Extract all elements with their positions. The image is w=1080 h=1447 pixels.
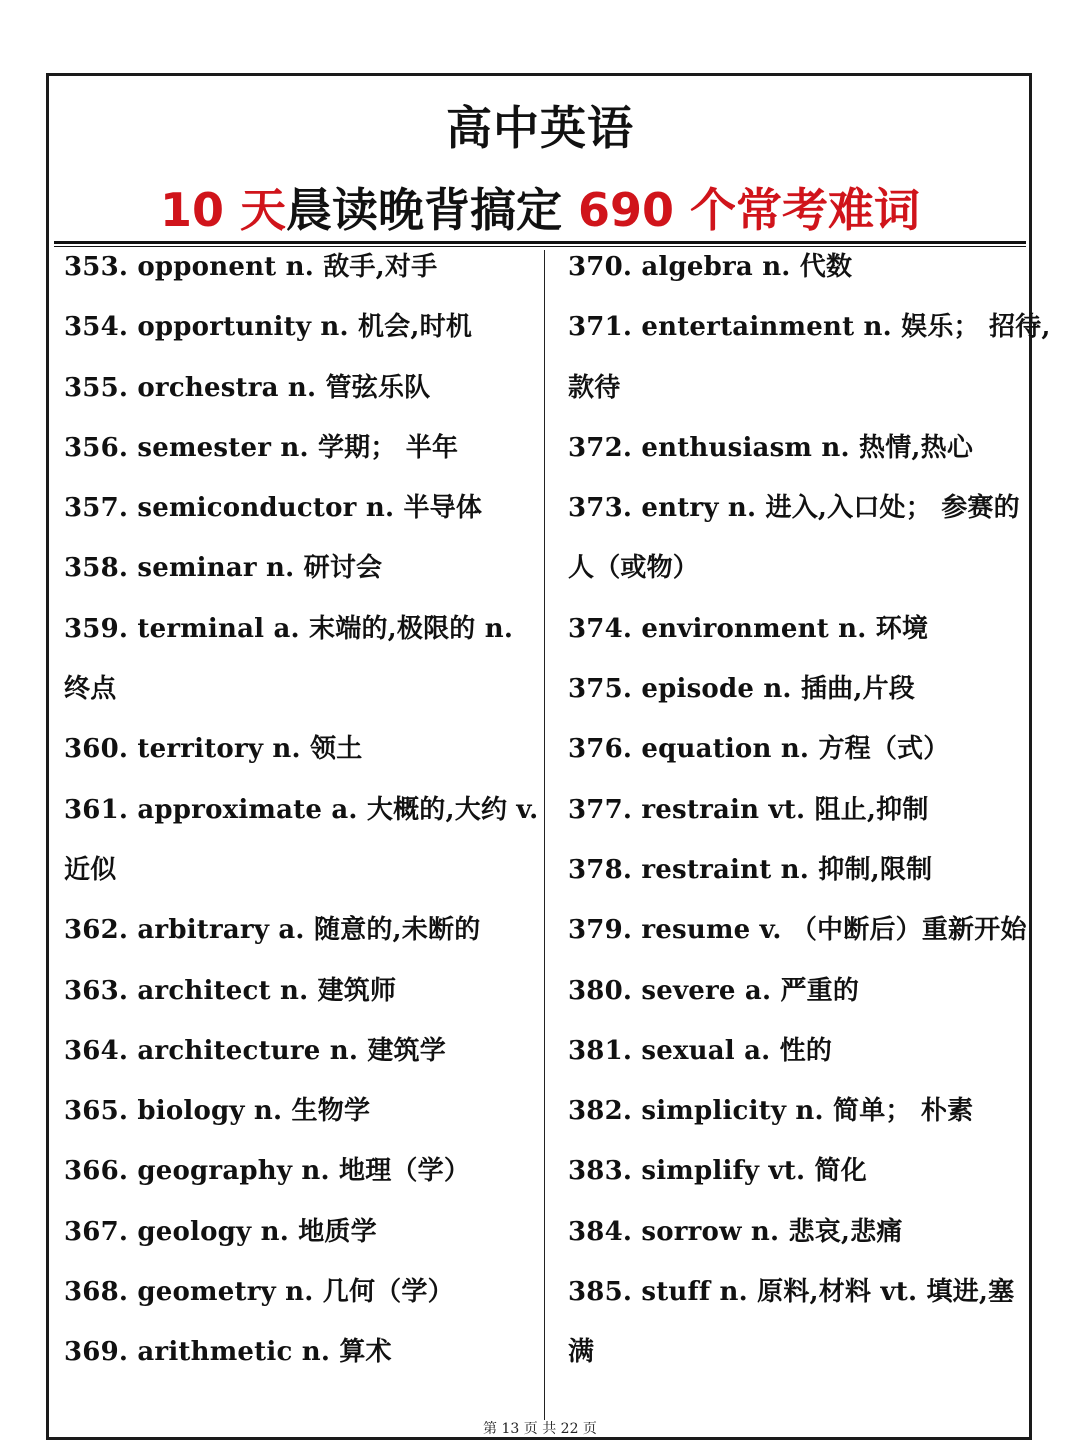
vocab-line: 378. restraint n. 抑制,限制: [568, 854, 933, 885]
vocab-line: 368. geometry n. 几何（学）: [64, 1277, 454, 1308]
vocab-line: 377. restrain vt. 阻止,抑制: [568, 794, 929, 825]
column-divider: [544, 250, 545, 1420]
vocab-line: 380. severe a. 严重的: [568, 975, 860, 1006]
vocab-line: 353. opponent n. 敌手,对手: [64, 252, 438, 282]
vocab-line: 358. seminar n. 研讨会: [64, 553, 383, 584]
vocab-line: 355. orchestra n. 管弦乐队: [64, 372, 431, 403]
vocab-line: 370. algebra n. 代数: [568, 252, 853, 282]
vocab-line: 361. approximate a. 大概的,大约 v.: [64, 794, 539, 825]
subtitle-part: 10 天: [159, 183, 286, 237]
right-column: [568, 237, 1051, 1383]
vocab-line: 359. terminal a. 末端的,极限的 n.: [64, 613, 514, 644]
vocab-line: 354. opportunity n. 机会,时机: [64, 312, 473, 343]
vocab-line: 384. sorrow n. 悲哀,悲痛: [568, 1216, 903, 1247]
subtitle-part: 常考难词: [736, 183, 921, 237]
vocab-line: 满: [568, 1337, 595, 1368]
page-title: 高中英语: [446, 101, 634, 155]
vocab-line: 365. biology n. 生物学: [64, 1096, 371, 1127]
vocab-line: 372. enthusiasm n. 热情,热心: [568, 432, 974, 463]
vocab-line: 381. sexual a. 性的: [568, 1035, 833, 1066]
left-column: [64, 237, 539, 1383]
vocab-line: 385. stuff n. 原料,材料 vt. 填进,塞: [568, 1277, 1015, 1308]
vocab-line: 367. geology n. 地质学: [64, 1216, 377, 1247]
vocab-line: 364. architecture n. 建筑学: [64, 1035, 446, 1066]
page-subtitle: [0, 174, 1080, 240]
subtitle-part: 690 个: [578, 183, 737, 237]
vocab-line: 356. semester n. 学期； 半年: [64, 432, 459, 463]
page-footer: 第 13 页 共 22 页: [483, 1421, 597, 1437]
vocab-line: 379. resume v. （中断后）重新开始: [568, 915, 1027, 946]
vocab-line: 382. simplicity n. 简单； 朴素: [568, 1096, 974, 1127]
vocab-line: 近似: [64, 854, 117, 885]
vocab-line: 360. territory n. 领土: [64, 734, 363, 765]
vocab-line: 374. environment n. 环境: [568, 613, 929, 644]
vocab-line: 款待: [568, 372, 621, 403]
vocab-line: 371. entertainment n. 娱乐； 招待,: [568, 312, 1051, 343]
vocab-line: 383. simplify vt. 简化: [568, 1156, 867, 1187]
subtitle-part: 晨读晚背搞定: [285, 183, 578, 237]
vocab-line: 375. episode n. 插曲,片段: [568, 674, 915, 705]
vocab-line: 369. arithmetic n. 算术: [64, 1337, 392, 1368]
vocab-line: 357. semiconductor n. 半导体: [64, 493, 483, 524]
vocab-line: 362. arbitrary a. 随意的,未断的: [64, 915, 481, 946]
vocab-line: 363. architect n. 建筑师: [64, 975, 397, 1006]
vocab-line: 人（或物）: [568, 553, 700, 584]
vocab-line: 376. equation n. 方程（式）: [568, 734, 950, 765]
vocab-line: 373. entry n. 进入,入口处； 参赛的: [568, 493, 1020, 524]
vocab-line: 终点: [64, 674, 117, 705]
vocab-line: 366. geography n. 地理（学）: [64, 1156, 471, 1187]
